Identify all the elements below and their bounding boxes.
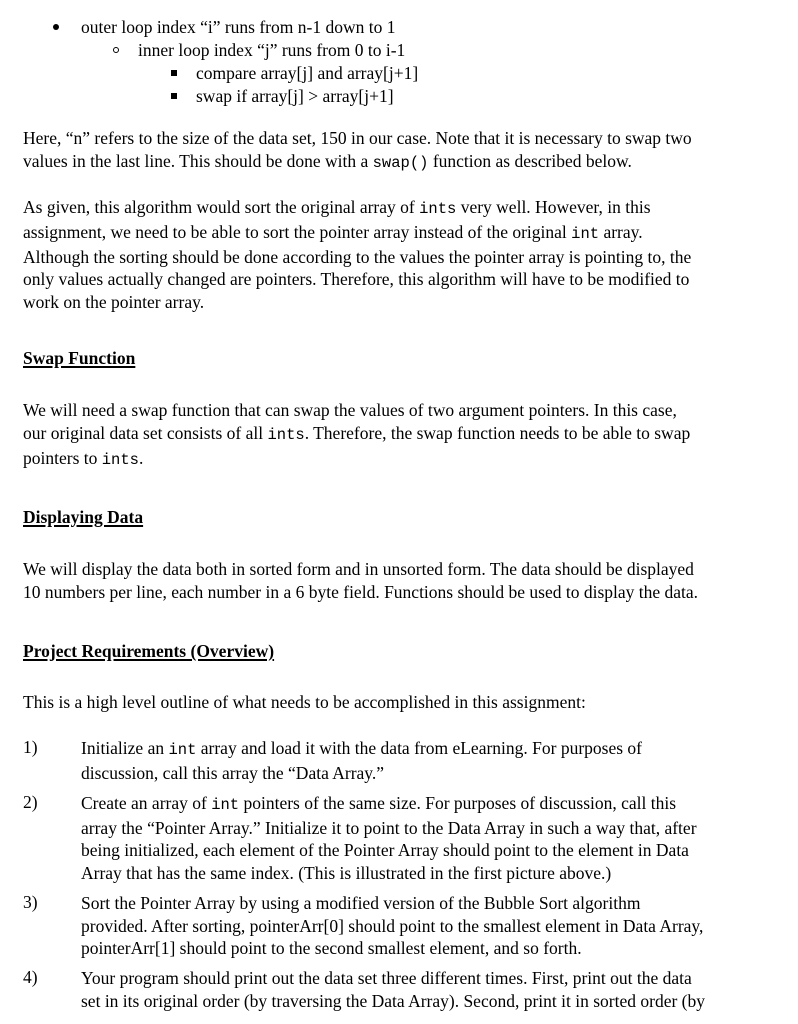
paragraph-n-definition — [23, 127, 775, 175]
text-segment: array and load it with the data from eLearning. For purposes of — [196, 738, 643, 758]
text-segment: very well. However, in this — [456, 197, 651, 217]
text-segment: As given, this algorithm would sort the original array of — [23, 197, 420, 217]
text-segment: . Therefore, the swap function needs to be able to swap — [304, 422, 691, 443]
code-swap: swap() — [372, 153, 429, 172]
text-line: Array that has the same index. (This is illustrated in the first picture above.) — [81, 862, 612, 883]
text-segment: assignment, we need to be able to sort the pointer array instead of the original — [23, 221, 572, 242]
paragraph-displaying — [23, 558, 775, 604]
code-int: int — [211, 796, 240, 814]
bullet-dot-icon — [53, 24, 59, 30]
text-segment: . — [138, 447, 144, 468]
section-heading-requirements: Project Requirements (Overview) — [23, 641, 275, 661]
text-segment: array. — [599, 221, 643, 242]
text-line — [81, 737, 781, 762]
text-line — [23, 221, 775, 246]
list-number: 4) — [23, 967, 38, 987]
text-segment: pointers of the same size. For purposes of discussion, call this — [239, 793, 677, 813]
inner-loop-line: inner loop index “j” runs from 0 to i-1 — [138, 40, 406, 60]
code-ints: ints — [101, 450, 139, 469]
text-line: array the “Pointer Array.” Initialize it to point to the Data Array in such a way that, after — [81, 817, 697, 838]
section-heading-displaying: Displaying Data — [23, 507, 144, 527]
text-line: We will need a swap function that can swap the values of two argument pointers. In this case, — [23, 400, 677, 420]
bullet-circle-icon — [113, 47, 119, 53]
text-line: discussion, call this array the “Data Array.” — [81, 762, 385, 783]
list-item — [81, 967, 781, 1012]
text-line: pointerArr[1] should point to the second smallest element, and so forth. — [81, 938, 582, 959]
text-line: work on the pointer array. — [23, 292, 205, 313]
text-segment: our original data set consists of all — [23, 422, 268, 443]
list-number: 1) — [23, 737, 38, 757]
text-line: only values actually changed are pointers. Therefore, this algorithm will have to be modified to — [23, 269, 690, 290]
text-line — [23, 196, 775, 221]
text-line: set in its original order (by traversing the Data Array). Second, print it in sorted order (by — [81, 990, 706, 1011]
text-line: Here, “n” refers to the size of the data set, 150 in our case. Note that it is necessary to swap two — [23, 128, 692, 148]
paragraph-as-given — [23, 196, 775, 314]
text-line: 10 numbers per line, each number in a 6 byte field. Functions should be used to display the data. — [23, 581, 699, 602]
code-int: int — [168, 741, 197, 759]
code-ints: ints — [267, 425, 305, 444]
text-segment: values in the last line. This should be done with a — [23, 150, 373, 171]
text-segment: pointers to — [23, 447, 102, 468]
text-segment: function as described below. — [428, 150, 632, 171]
outer-loop-line: outer loop index “i” runs from n-1 down to 1 — [81, 17, 396, 37]
requirements-intro: This is a high level outline of what needs to be accomplished in this assignment: — [23, 692, 586, 712]
text-line: provided. After sorting, pointerArr[0] should point to the smallest element in Data Array, — [81, 915, 704, 936]
section-heading-swap: Swap Function — [23, 348, 136, 368]
code-int: int — [571, 224, 600, 243]
text-line: We will display the data both in sorted form and in unsorted form. The data should be displayed — [23, 559, 694, 579]
list-item — [81, 892, 781, 960]
text-line: Although the sorting should be done according to the values the pointer array is pointing to, the — [23, 246, 692, 267]
compare-line: compare array[j] and array[j+1] — [196, 63, 419, 83]
text-line — [81, 792, 781, 817]
list-number: 3) — [23, 892, 38, 912]
text-line: Your program should print out the data set three different times. First, print out the data — [81, 968, 692, 988]
list-item — [81, 737, 781, 784]
swap-line: swap if array[j] > array[j+1] — [196, 86, 394, 106]
bullet-square-icon — [171, 70, 177, 76]
text-segment: Create an array of — [81, 793, 212, 813]
paragraph-swap — [23, 399, 775, 471]
text-line — [23, 447, 775, 472]
text-line — [23, 422, 775, 447]
text-line: being initialized, each element of the Pointer Array should point to the element in Data — [81, 840, 689, 861]
text-line — [23, 150, 775, 175]
bullet-square-icon — [171, 93, 177, 99]
text-line: Sort the Pointer Array by using a modified version of the Bubble Sort algorithm — [81, 893, 641, 913]
list-item — [81, 792, 781, 884]
list-number: 2) — [23, 792, 38, 812]
code-ints: ints — [419, 200, 457, 218]
text-segment: Initialize an — [81, 738, 169, 758]
